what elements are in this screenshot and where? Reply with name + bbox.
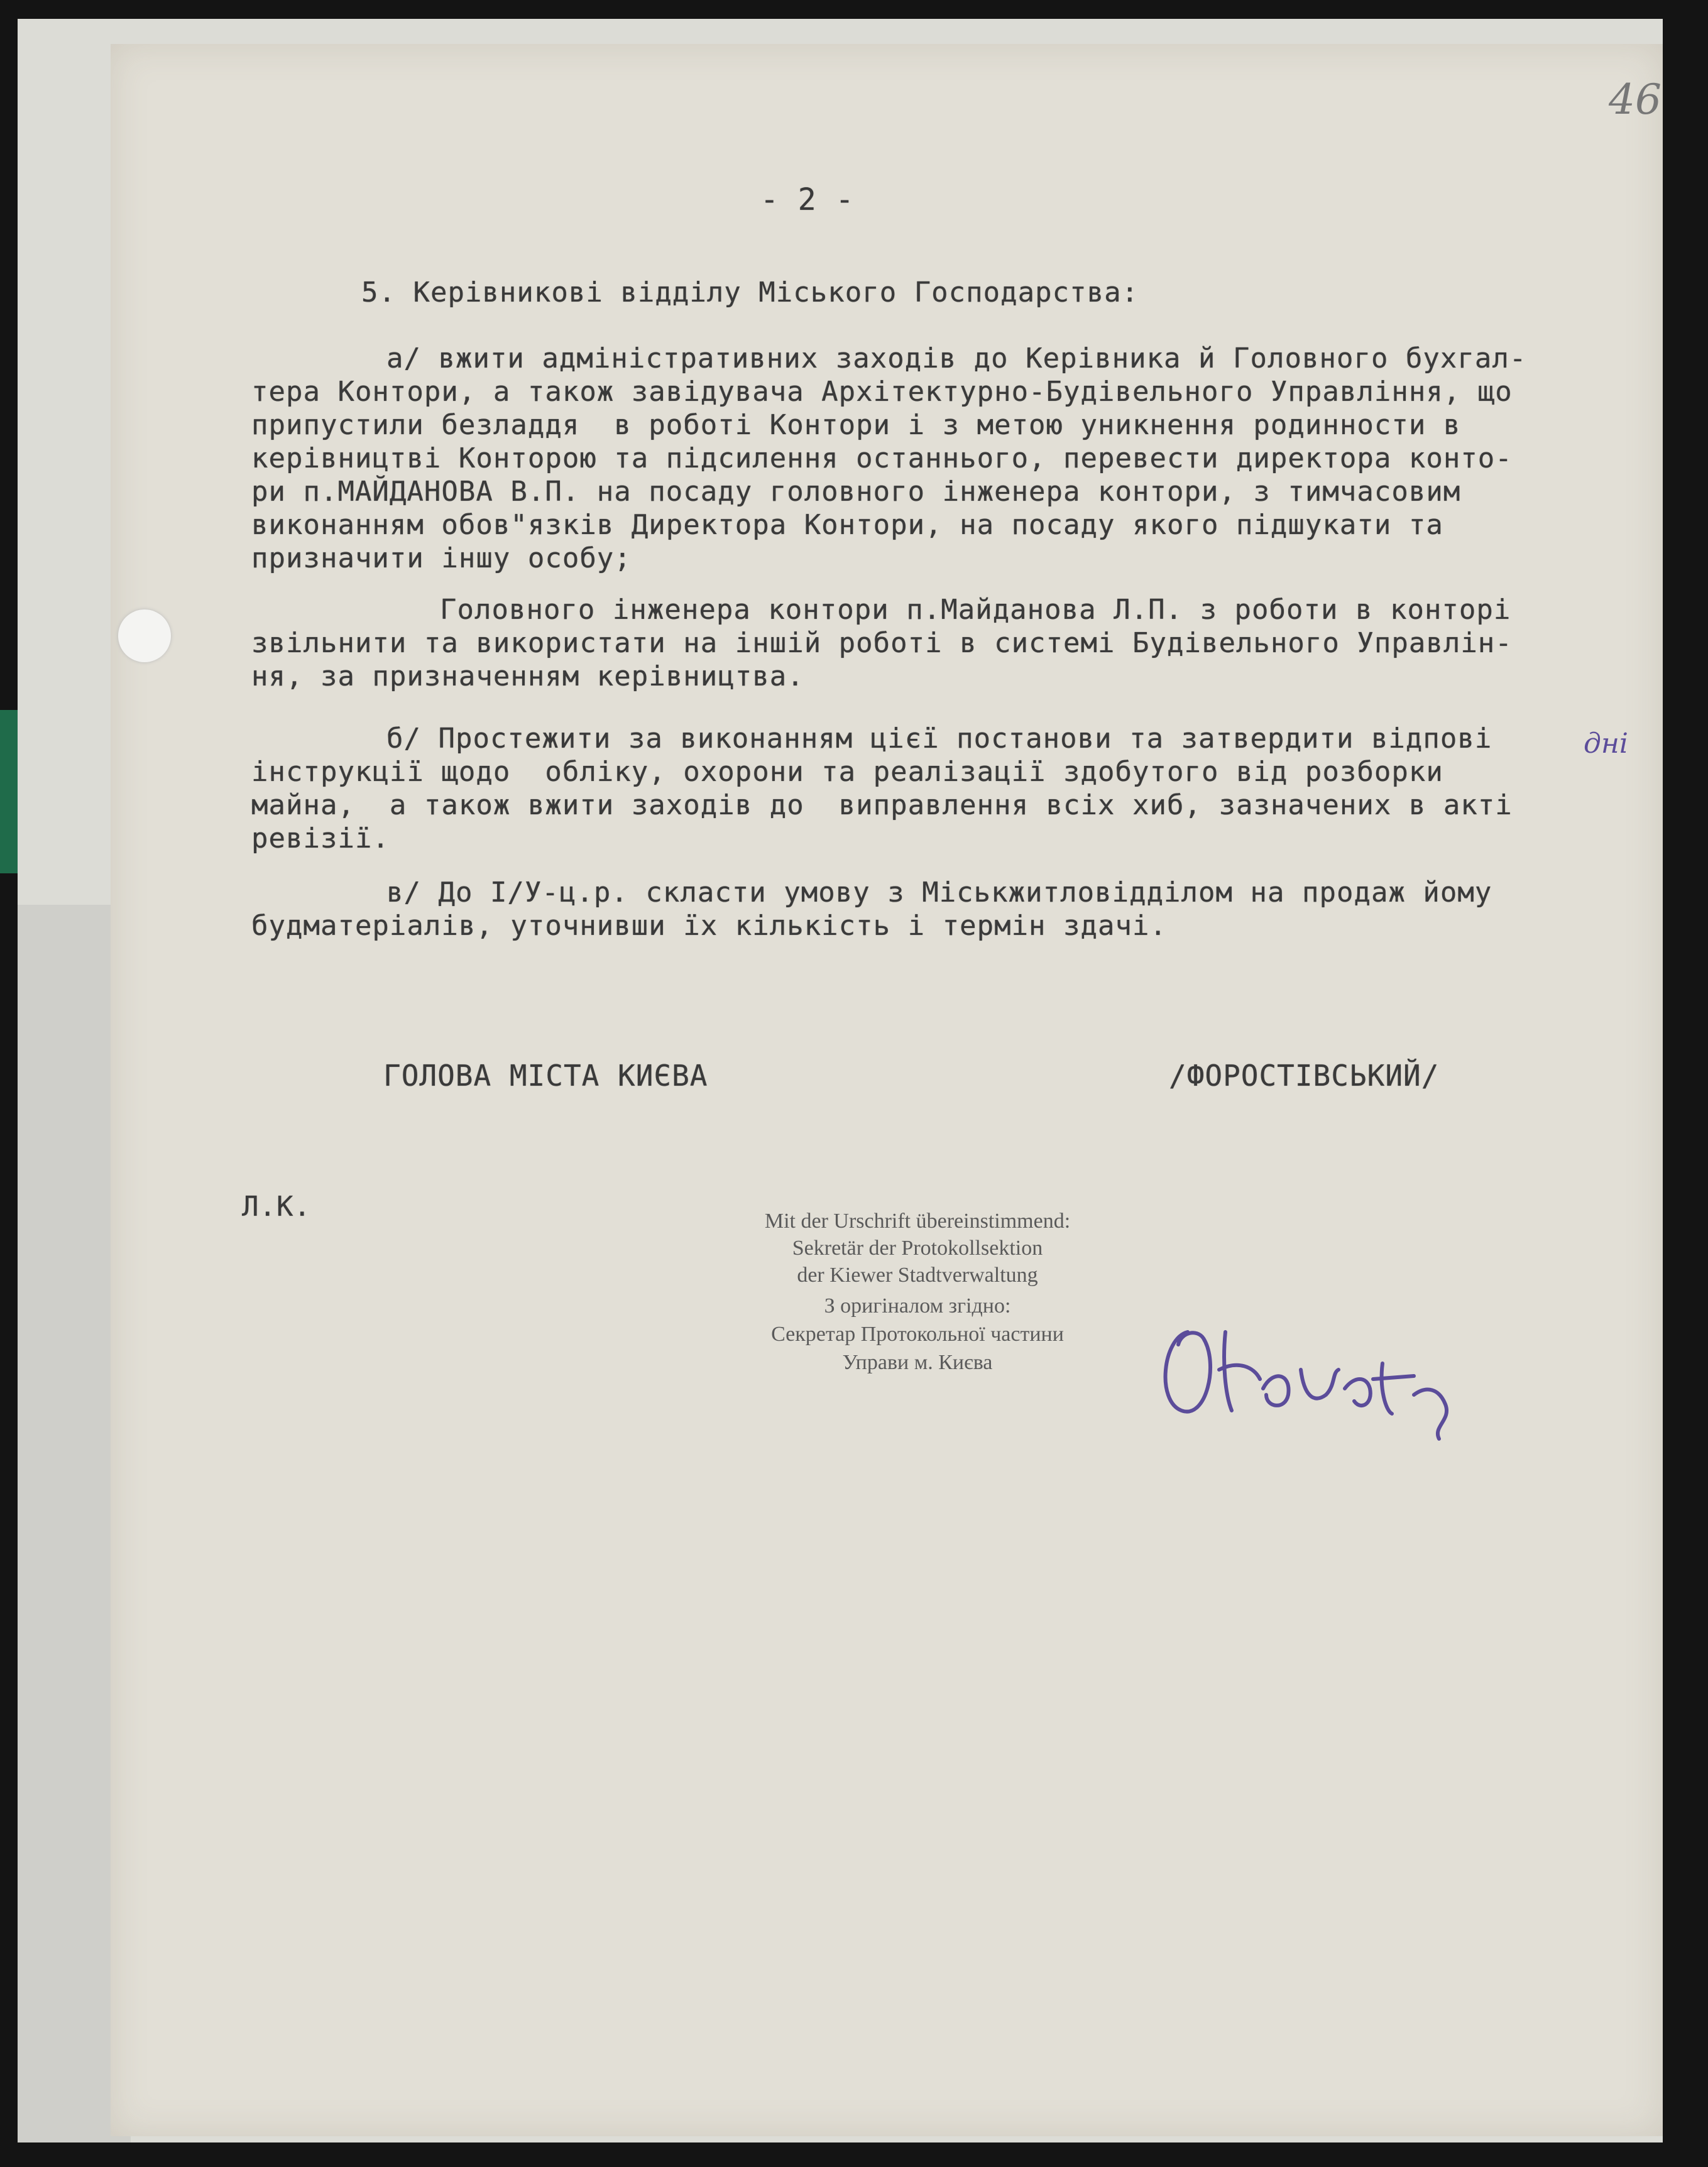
stamp-line: Секретар Протокольної частини (771, 1323, 1064, 1346)
signatory-title: ГОЛОВА МІСТА КИЄВА (383, 1059, 708, 1093)
item-b-line: майна, а також вжити заходів до виправлення всіх хиб, зазначених в акті (251, 789, 1513, 821)
item-v-line: будматеріалів, уточнивши їх кількість і термін здачі. (251, 910, 1167, 942)
stamp-line: Sekretär der Protokollsektion (792, 1236, 1043, 1260)
item-b-line: інструкції щодо обліку, охорони та реалізації здобутого від розборки (251, 756, 1443, 788)
item-a-line: призначити іншу особу; (251, 542, 632, 574)
page-marker: - 2 - (760, 182, 855, 217)
stamp-line: З оригіналом згідно: (824, 1294, 1011, 1318)
stamp-line: Управи м. Києва (842, 1351, 993, 1374)
item-v-line: в/ До I/У-ц.р. скласти умову з Міськжитловідділом на продаж йому (386, 876, 1492, 909)
item-a-line: ри п.МАЙДАНОВА В.П. на посаду головного інженера контори, з тимчасовим (251, 476, 1461, 508)
item-a-cont-line: Головного інженера контори п.Майданова Л.П. з роботи в конторі (440, 594, 1511, 626)
item-a-line: виконанням обов"язків Директора Контори, на посаду якого підшукати та (251, 509, 1443, 541)
item-a-line: тера Контори, а також завідувача Архітектурно-Будівельного Управління, що (251, 376, 1513, 408)
archive-page-number: 46 (1609, 75, 1661, 124)
stamp-line: der Kiewer Stadtverwaltung (797, 1264, 1038, 1287)
item-a-line: керівництві Конторою та підсилення останнього, перевести директора конто- (251, 442, 1513, 474)
stamp-line: Mit der Urschrift übereinstimmend: (764, 1209, 1071, 1233)
folder-edge (0, 710, 19, 873)
item5-heading: 5. Керівникові відділу Міського Господарства: (361, 276, 1139, 308)
handwritten-signature (1144, 1294, 1483, 1445)
item-a-line: припустили безладдя в роботі Контори і з метою уникнення родинности в (251, 409, 1461, 441)
typist-initials: Л.К. (242, 1191, 311, 1223)
item-a-line: а/ вжити адміністративних заходів до Керівника й Головного бухгал- (386, 342, 1527, 374)
signatory-name: /ФОРОСТІВСЬКИЙ/ (1169, 1059, 1440, 1093)
item-a-cont-line: ня, за призначенням керівництва. (251, 660, 804, 692)
item-b-line: б/ Простежити за виконанням цієї постанови та затвердити відпові (386, 723, 1492, 755)
item-a-cont-line: звільнити та використати на іншій роботі в системі Будівельного Управлін- (251, 627, 1513, 659)
item-b-line: ревізії. (251, 822, 390, 854)
handwritten-insert: дні (1584, 728, 1628, 760)
punch-hole (118, 609, 171, 662)
